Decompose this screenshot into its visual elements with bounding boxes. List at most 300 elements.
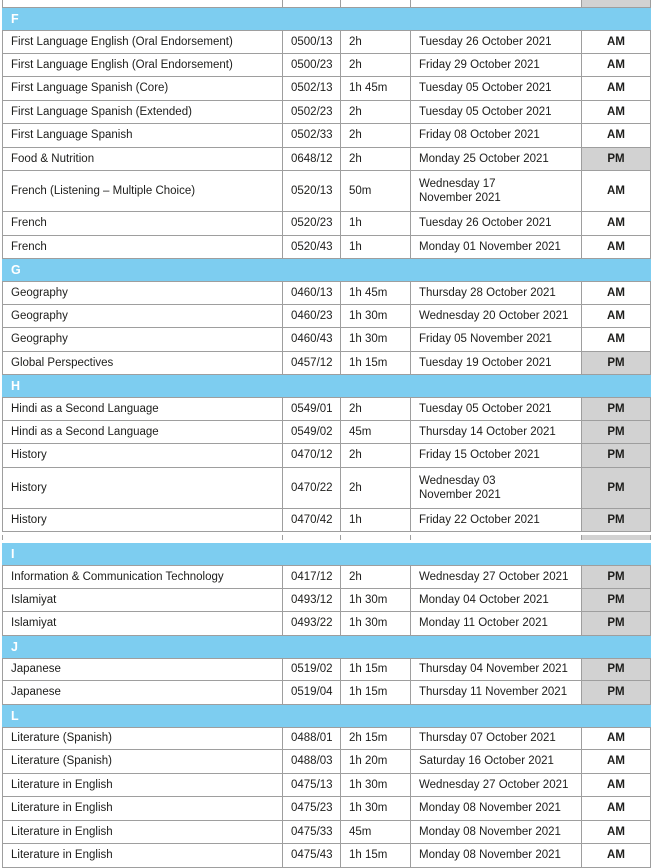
session-cell bbox=[582, 659, 651, 681]
date-cell bbox=[411, 148, 582, 171]
subject-text: Literature (Spanish) bbox=[11, 755, 112, 768]
code-text: 0470/22 bbox=[291, 481, 333, 494]
code-cell bbox=[283, 77, 341, 100]
subject-text: Literature in English bbox=[11, 849, 113, 862]
date-text: Tuesday 05 October 2021 bbox=[419, 82, 552, 95]
session-cell bbox=[582, 77, 651, 100]
subject-cell bbox=[3, 305, 283, 328]
exam-row bbox=[2, 589, 651, 613]
subject-cell bbox=[3, 509, 283, 532]
code-cell bbox=[283, 844, 341, 867]
clipped-subject-cell bbox=[3, 535, 283, 540]
code-text: 0488/03 bbox=[291, 755, 333, 768]
duration-cell bbox=[341, 124, 411, 147]
duration-cell bbox=[341, 421, 411, 444]
exam-row bbox=[2, 397, 651, 421]
subject-cell bbox=[3, 844, 283, 867]
date-text: Monday 01 November 2021 bbox=[419, 240, 561, 253]
date-text: Tuesday 26 October 2021 bbox=[419, 217, 552, 230]
subject-text: French bbox=[11, 217, 47, 230]
clipped-row-top bbox=[2, 0, 651, 8]
exam-row bbox=[2, 236, 651, 260]
duration-cell bbox=[341, 212, 411, 235]
date-text: Friday 29 October 2021 bbox=[419, 58, 540, 71]
date-cell bbox=[411, 101, 582, 124]
exam-row bbox=[2, 658, 651, 682]
session-text: AM bbox=[607, 58, 625, 71]
exam-row bbox=[2, 281, 651, 305]
date-text: Friday 15 October 2021 bbox=[419, 449, 540, 462]
session-cell bbox=[582, 589, 651, 612]
code-text: 0500/13 bbox=[291, 35, 333, 48]
code-cell bbox=[283, 305, 341, 328]
duration-cell bbox=[341, 509, 411, 532]
code-cell bbox=[283, 282, 341, 304]
duration-text: 1h bbox=[349, 513, 362, 526]
session-cell bbox=[582, 282, 651, 304]
session-cell bbox=[582, 444, 651, 467]
exam-row bbox=[2, 509, 651, 533]
date-cell bbox=[411, 509, 582, 532]
section-letter: J bbox=[11, 639, 18, 654]
code-cell bbox=[283, 444, 341, 467]
duration-cell bbox=[341, 659, 411, 681]
exam-row bbox=[2, 750, 651, 774]
duration-text: 2h bbox=[349, 449, 362, 462]
duration-cell bbox=[341, 774, 411, 797]
exam-row bbox=[2, 305, 651, 329]
exam-row bbox=[2, 421, 651, 445]
code-text: 0457/12 bbox=[291, 356, 333, 369]
subject-text: History bbox=[11, 449, 47, 462]
duration-cell bbox=[341, 728, 411, 750]
session-text: PM bbox=[607, 481, 625, 494]
duration-text: 1h 15m bbox=[349, 663, 388, 676]
date-text: Monday 08 November 2021 bbox=[419, 849, 561, 862]
code-cell bbox=[283, 659, 341, 681]
subject-text: Literature in English bbox=[11, 802, 113, 815]
duration-text: 1h bbox=[349, 240, 362, 253]
clipped-subject-cell bbox=[3, 0, 283, 7]
duration-text: 45m bbox=[349, 825, 372, 838]
date-cell bbox=[411, 212, 582, 235]
subject-cell bbox=[3, 212, 283, 235]
code-text: 0549/01 bbox=[291, 402, 333, 415]
session-cell bbox=[582, 421, 651, 444]
section-header-L bbox=[2, 705, 651, 727]
code-text: 0475/43 bbox=[291, 849, 333, 862]
session-text: PM bbox=[607, 425, 625, 438]
session-text: AM bbox=[607, 82, 625, 95]
date-cell bbox=[411, 421, 582, 444]
duration-cell bbox=[341, 444, 411, 467]
exam-row bbox=[2, 612, 651, 636]
duration-text: 1h 20m bbox=[349, 755, 388, 768]
session-text: AM bbox=[607, 802, 625, 815]
date-cell bbox=[411, 352, 582, 375]
duration-text: 1h 30m bbox=[349, 309, 388, 322]
subject-text: Japanese bbox=[11, 663, 61, 676]
duration-cell bbox=[341, 31, 411, 53]
duration-text: 1h 30m bbox=[349, 617, 388, 630]
subject-text: Japanese bbox=[11, 686, 61, 699]
duration-cell bbox=[341, 352, 411, 375]
session-text: AM bbox=[607, 129, 625, 142]
subject-text: Literature (Spanish) bbox=[11, 732, 112, 745]
subject-cell bbox=[3, 468, 283, 508]
date-text: Wednesday 03 November 2021 bbox=[419, 474, 501, 501]
duration-text: 1h 45m bbox=[349, 286, 388, 299]
exam-row bbox=[2, 468, 651, 509]
subject-text: First Language English (Oral Endorsement) bbox=[11, 58, 233, 71]
code-cell bbox=[283, 54, 341, 77]
exam-row bbox=[2, 171, 651, 212]
session-text: PM bbox=[607, 152, 625, 165]
subject-cell bbox=[3, 328, 283, 351]
session-text: AM bbox=[607, 825, 625, 838]
subject-cell bbox=[3, 421, 283, 444]
date-text: Saturday 16 October 2021 bbox=[419, 755, 554, 768]
subject-text: Literature in English bbox=[11, 825, 113, 838]
session-cell bbox=[582, 305, 651, 328]
duration-text: 2h bbox=[349, 481, 362, 494]
date-cell bbox=[411, 681, 582, 704]
subject-cell bbox=[3, 54, 283, 77]
duration-cell bbox=[341, 612, 411, 635]
code-cell bbox=[283, 509, 341, 532]
session-text: PM bbox=[607, 570, 625, 583]
date-cell bbox=[411, 589, 582, 612]
session-text: AM bbox=[607, 778, 625, 791]
subject-cell bbox=[3, 101, 283, 124]
exam-row bbox=[2, 212, 651, 236]
code-cell bbox=[283, 352, 341, 375]
subject-text: Geography bbox=[11, 309, 68, 322]
section-header-F bbox=[2, 8, 651, 30]
session-cell bbox=[582, 728, 651, 750]
date-text: Friday 08 October 2021 bbox=[419, 129, 540, 142]
duration-cell bbox=[341, 328, 411, 351]
exam-timetable-table bbox=[2, 0, 651, 868]
duration-text: 1h 30m bbox=[349, 802, 388, 815]
code-text: 0502/33 bbox=[291, 129, 333, 142]
session-cell bbox=[582, 148, 651, 171]
page-break-gap bbox=[2, 535, 651, 543]
code-cell bbox=[283, 681, 341, 704]
exam-row bbox=[2, 797, 651, 821]
duration-text: 1h 45m bbox=[349, 82, 388, 95]
duration-text: 2h bbox=[349, 35, 362, 48]
session-cell bbox=[582, 171, 651, 211]
date-text: Monday 08 November 2021 bbox=[419, 802, 561, 815]
subject-cell bbox=[3, 148, 283, 171]
date-cell bbox=[411, 31, 582, 53]
date-cell bbox=[411, 844, 582, 867]
duration-cell bbox=[341, 844, 411, 867]
session-text: AM bbox=[607, 286, 625, 299]
session-cell bbox=[582, 844, 651, 867]
subject-cell bbox=[3, 171, 283, 211]
date-cell bbox=[411, 236, 582, 259]
code-text: 0460/23 bbox=[291, 309, 333, 322]
date-text: Wednesday 27 October 2021 bbox=[419, 778, 569, 791]
code-text: 0648/12 bbox=[291, 152, 333, 165]
duration-cell bbox=[341, 305, 411, 328]
date-text: Tuesday 19 October 2021 bbox=[419, 356, 552, 369]
date-cell bbox=[411, 468, 582, 508]
code-text: 0475/23 bbox=[291, 802, 333, 815]
clipped-date-cell bbox=[411, 0, 582, 7]
code-cell bbox=[283, 101, 341, 124]
code-text: 0470/42 bbox=[291, 513, 333, 526]
session-text: AM bbox=[607, 35, 625, 48]
code-text: 0460/43 bbox=[291, 333, 333, 346]
date-text: Monday 11 October 2021 bbox=[419, 617, 548, 630]
code-cell bbox=[283, 212, 341, 235]
subject-cell bbox=[3, 728, 283, 750]
duration-text: 1h 30m bbox=[349, 593, 388, 606]
session-cell bbox=[582, 236, 651, 259]
section-letter: I bbox=[11, 547, 15, 561]
date-text: Thursday 28 October 2021 bbox=[419, 286, 556, 299]
subject-text: Information & Communication Technology bbox=[11, 570, 224, 583]
session-text: AM bbox=[607, 217, 625, 230]
duration-cell bbox=[341, 398, 411, 420]
code-text: 0500/23 bbox=[291, 58, 333, 71]
date-cell bbox=[411, 282, 582, 304]
session-cell bbox=[582, 612, 651, 635]
code-cell bbox=[283, 774, 341, 797]
session-cell bbox=[582, 31, 651, 53]
code-cell bbox=[283, 566, 341, 588]
session-cell bbox=[582, 566, 651, 588]
code-cell bbox=[283, 728, 341, 750]
date-text: Wednesday 27 October 2021 bbox=[419, 570, 569, 583]
session-text: AM bbox=[607, 333, 625, 346]
section-header-H bbox=[2, 375, 651, 397]
code-text: 0519/02 bbox=[291, 663, 333, 676]
subject-text: Geography bbox=[11, 333, 68, 346]
subject-text: Islamiyat bbox=[11, 617, 57, 630]
subject-text: French bbox=[11, 240, 47, 253]
session-cell bbox=[582, 212, 651, 235]
duration-text: 1h 15m bbox=[349, 356, 388, 369]
exam-row bbox=[2, 681, 651, 705]
duration-cell bbox=[341, 171, 411, 211]
session-cell bbox=[582, 750, 651, 773]
date-text: Wednesday 17 November 2021 bbox=[419, 178, 501, 204]
date-text: Wednesday 20 October 2021 bbox=[419, 309, 569, 322]
subject-text: History bbox=[11, 481, 47, 494]
date-cell bbox=[411, 821, 582, 844]
subject-text: First Language Spanish bbox=[11, 129, 133, 142]
session-text: AM bbox=[607, 240, 625, 253]
date-cell bbox=[411, 328, 582, 351]
date-text: Thursday 14 October 2021 bbox=[419, 425, 556, 438]
clipped-session-cell bbox=[582, 0, 651, 7]
duration-text: 2h bbox=[349, 402, 362, 415]
subject-cell bbox=[3, 797, 283, 820]
session-text: AM bbox=[607, 732, 625, 745]
subject-text: Hindi as a Second Language bbox=[11, 425, 159, 438]
code-text: 0519/04 bbox=[291, 686, 333, 699]
code-cell bbox=[283, 821, 341, 844]
session-cell bbox=[582, 821, 651, 844]
subject-cell bbox=[3, 444, 283, 467]
subject-cell bbox=[3, 352, 283, 375]
session-cell bbox=[582, 54, 651, 77]
exam-row bbox=[2, 101, 651, 125]
subject-cell bbox=[3, 612, 283, 635]
section-header-I bbox=[2, 543, 651, 565]
subject-cell bbox=[3, 774, 283, 797]
session-text: PM bbox=[607, 513, 625, 526]
section-letter: H bbox=[11, 379, 21, 393]
section-header-J bbox=[2, 636, 651, 658]
code-cell bbox=[283, 124, 341, 147]
date-cell bbox=[411, 171, 582, 211]
duration-text: 1h 30m bbox=[349, 778, 388, 791]
code-text: 0520/43 bbox=[291, 240, 333, 253]
duration-text: 2h bbox=[349, 105, 362, 118]
exam-row bbox=[2, 77, 651, 101]
date-cell bbox=[411, 398, 582, 420]
date-cell bbox=[411, 566, 582, 588]
duration-text: 45m bbox=[349, 425, 372, 438]
code-text: 0475/33 bbox=[291, 825, 333, 838]
subject-cell bbox=[3, 31, 283, 53]
duration-cell bbox=[341, 282, 411, 304]
subject-text: First Language English (Oral Endorsement) bbox=[11, 35, 233, 48]
date-cell bbox=[411, 124, 582, 147]
code-text: 0502/13 bbox=[291, 82, 333, 95]
session-cell bbox=[582, 774, 651, 797]
exam-row bbox=[2, 444, 651, 468]
exam-row bbox=[2, 148, 651, 172]
date-cell bbox=[411, 774, 582, 797]
date-cell bbox=[411, 444, 582, 467]
clipped-date-cell bbox=[411, 535, 582, 540]
exam-row bbox=[2, 774, 651, 798]
code-cell bbox=[283, 398, 341, 420]
date-text: Monday 08 November 2021 bbox=[419, 825, 561, 838]
date-text: Tuesday 05 October 2021 bbox=[419, 402, 552, 415]
duration-text: 1h bbox=[349, 217, 362, 230]
date-cell bbox=[411, 728, 582, 750]
session-text: AM bbox=[607, 755, 625, 768]
duration-cell bbox=[341, 236, 411, 259]
subject-text: Food & Nutrition bbox=[11, 152, 95, 165]
session-cell bbox=[582, 101, 651, 124]
clipped-code-cell bbox=[283, 0, 341, 7]
date-text: Thursday 04 November 2021 bbox=[419, 663, 568, 676]
date-text: Monday 04 October 2021 bbox=[419, 593, 549, 606]
exam-row bbox=[2, 124, 651, 148]
exam-row bbox=[2, 821, 651, 845]
date-cell bbox=[411, 750, 582, 773]
code-text: 0460/13 bbox=[291, 286, 333, 299]
duration-text: 2h bbox=[349, 152, 362, 165]
session-cell bbox=[582, 398, 651, 420]
clipped-duration-cell bbox=[341, 0, 411, 7]
session-text: AM bbox=[607, 105, 625, 118]
duration-text: 2h bbox=[349, 570, 362, 583]
date-text: Thursday 11 November 2021 bbox=[419, 686, 568, 699]
exam-row bbox=[2, 328, 651, 352]
code-cell bbox=[283, 589, 341, 612]
subject-text: History bbox=[11, 513, 47, 526]
duration-text: 2h bbox=[349, 129, 362, 142]
session-text: PM bbox=[607, 449, 625, 462]
code-cell bbox=[283, 750, 341, 773]
session-text: PM bbox=[607, 356, 625, 369]
session-text: PM bbox=[607, 617, 625, 630]
date-text: Tuesday 26 October 2021 bbox=[419, 35, 552, 48]
duration-cell bbox=[341, 54, 411, 77]
session-cell bbox=[582, 509, 651, 532]
section-letter: G bbox=[11, 263, 21, 277]
code-text: 0502/23 bbox=[291, 105, 333, 118]
subject-cell bbox=[3, 398, 283, 420]
duration-cell bbox=[341, 821, 411, 844]
section-letter: L bbox=[11, 708, 19, 723]
subject-text: Literature in English bbox=[11, 778, 113, 791]
code-cell bbox=[283, 328, 341, 351]
subject-text: Geography bbox=[11, 286, 68, 299]
code-cell bbox=[283, 797, 341, 820]
duration-text: 2h bbox=[349, 58, 362, 71]
subject-cell bbox=[3, 124, 283, 147]
exam-row bbox=[2, 54, 651, 78]
subject-cell bbox=[3, 282, 283, 304]
code-cell bbox=[283, 421, 341, 444]
duration-cell bbox=[341, 101, 411, 124]
code-text: 0520/13 bbox=[291, 185, 333, 197]
session-text: AM bbox=[607, 185, 625, 197]
subject-text: Hindi as a Second Language bbox=[11, 402, 159, 415]
session-text: PM bbox=[607, 402, 625, 415]
duration-cell bbox=[341, 681, 411, 704]
session-text: PM bbox=[607, 663, 625, 676]
date-text: Friday 22 October 2021 bbox=[419, 513, 540, 526]
duration-text: 2h 15m bbox=[349, 732, 388, 745]
subject-cell bbox=[3, 589, 283, 612]
subject-cell bbox=[3, 821, 283, 844]
code-text: 0417/12 bbox=[291, 570, 333, 583]
session-cell bbox=[582, 681, 651, 704]
date-cell bbox=[411, 659, 582, 681]
exam-row bbox=[2, 565, 651, 589]
duration-cell bbox=[341, 77, 411, 100]
duration-text: 1h 15m bbox=[349, 849, 388, 862]
exam-row bbox=[2, 352, 651, 376]
date-text: Monday 25 October 2021 bbox=[419, 152, 549, 165]
subject-text: First Language Spanish (Extended) bbox=[11, 105, 192, 118]
session-text: PM bbox=[607, 593, 625, 606]
code-text: 0488/01 bbox=[291, 732, 333, 745]
date-text: Tuesday 05 October 2021 bbox=[419, 105, 552, 118]
session-cell bbox=[582, 124, 651, 147]
code-text: 0493/12 bbox=[291, 593, 333, 606]
subject-cell bbox=[3, 681, 283, 704]
section-header-G bbox=[2, 259, 651, 281]
duration-cell bbox=[341, 750, 411, 773]
code-text: 0549/02 bbox=[291, 425, 333, 438]
section-letter: F bbox=[11, 12, 19, 26]
code-cell bbox=[283, 31, 341, 53]
duration-cell bbox=[341, 468, 411, 508]
exam-row bbox=[2, 844, 651, 868]
